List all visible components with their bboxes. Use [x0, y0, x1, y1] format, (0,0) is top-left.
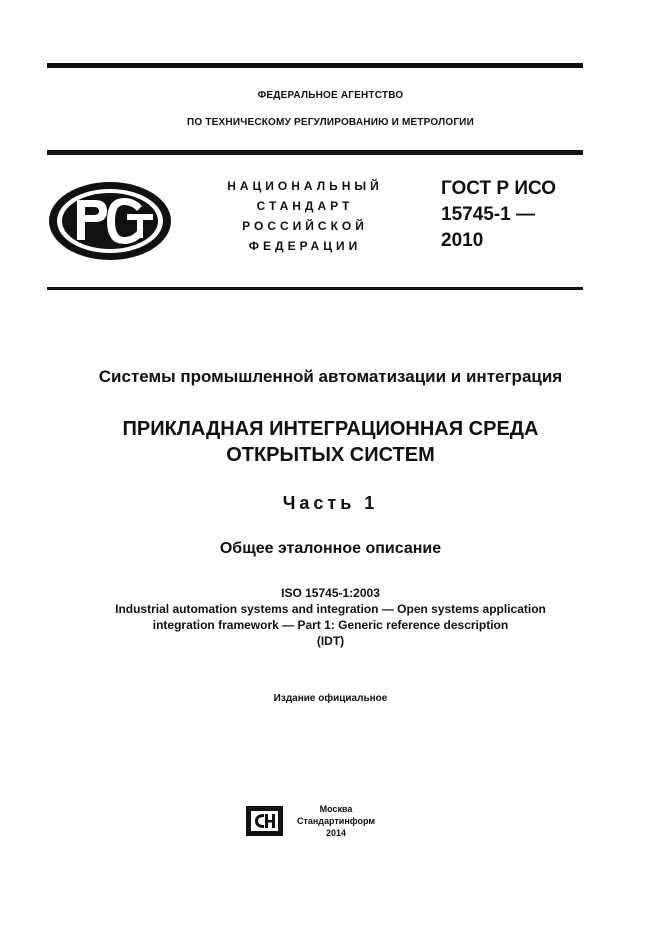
agency-name-line1: ФЕДЕРАЛЬНОЕ АГЕНТСТВО: [257, 90, 404, 101]
publisher-city: Москва: [319, 804, 353, 814]
publisher-block: [296, 803, 376, 839]
top-rule: [47, 63, 583, 68]
rst-certification-mark-icon: [47, 180, 173, 262]
main-title-line1: ПРИКЛАДНАЯ ИНТЕГРАЦИОННАЯ СРЕДА: [122, 418, 539, 440]
series-title: Системы промышленной автоматизации и интеграция: [98, 367, 563, 386]
standard-designation: [441, 176, 556, 254]
bottom-rule: [47, 287, 583, 290]
national-standard-line1: НАЦИОНАЛЬНЫЙ: [227, 179, 383, 193]
agency-name-line2: ПО ТЕХНИЧЕСКОМУ РЕГУЛИРОВАНИЮ И МЕТРОЛОГИИ: [187, 117, 474, 128]
subtitle: Общее эталонное описание: [219, 540, 442, 557]
iso-reference: [0, 585, 661, 649]
standartinform-logo-icon: [246, 806, 283, 836]
national-standard-line2: СТАНДАРТ: [256, 199, 354, 213]
iso-reference-line3: integration framework — Part 1: Generic reference description: [152, 618, 509, 632]
designation-line3: 2010: [441, 230, 484, 251]
designation-line2: 15745-1 —: [441, 204, 536, 225]
main-title-line2: ОТКРЫТЫХ СИСТЕМ: [226, 444, 435, 466]
main-title: [0, 416, 661, 468]
national-standard-line3: РОССИЙСКОЙ: [242, 219, 368, 233]
publisher-name: Стандартинформ: [296, 816, 376, 826]
designation-line1: ГОСТ Р ИСО: [441, 178, 557, 199]
iso-reference-line1: ISO 15745-1:2003: [281, 586, 380, 600]
iso-reference-line4: (IDT): [316, 634, 345, 648]
publication-year: 2014: [325, 828, 347, 838]
middle-rule: [47, 150, 583, 155]
national-standard-line4: ФЕДЕРАЦИИ: [248, 239, 362, 253]
national-standard-label: [200, 176, 410, 256]
part-label: Часть 1: [282, 493, 379, 513]
iso-reference-line2: Industrial automation systems and integration — Open systems application: [115, 602, 546, 616]
edition-label: Издание официальное: [273, 693, 388, 704]
